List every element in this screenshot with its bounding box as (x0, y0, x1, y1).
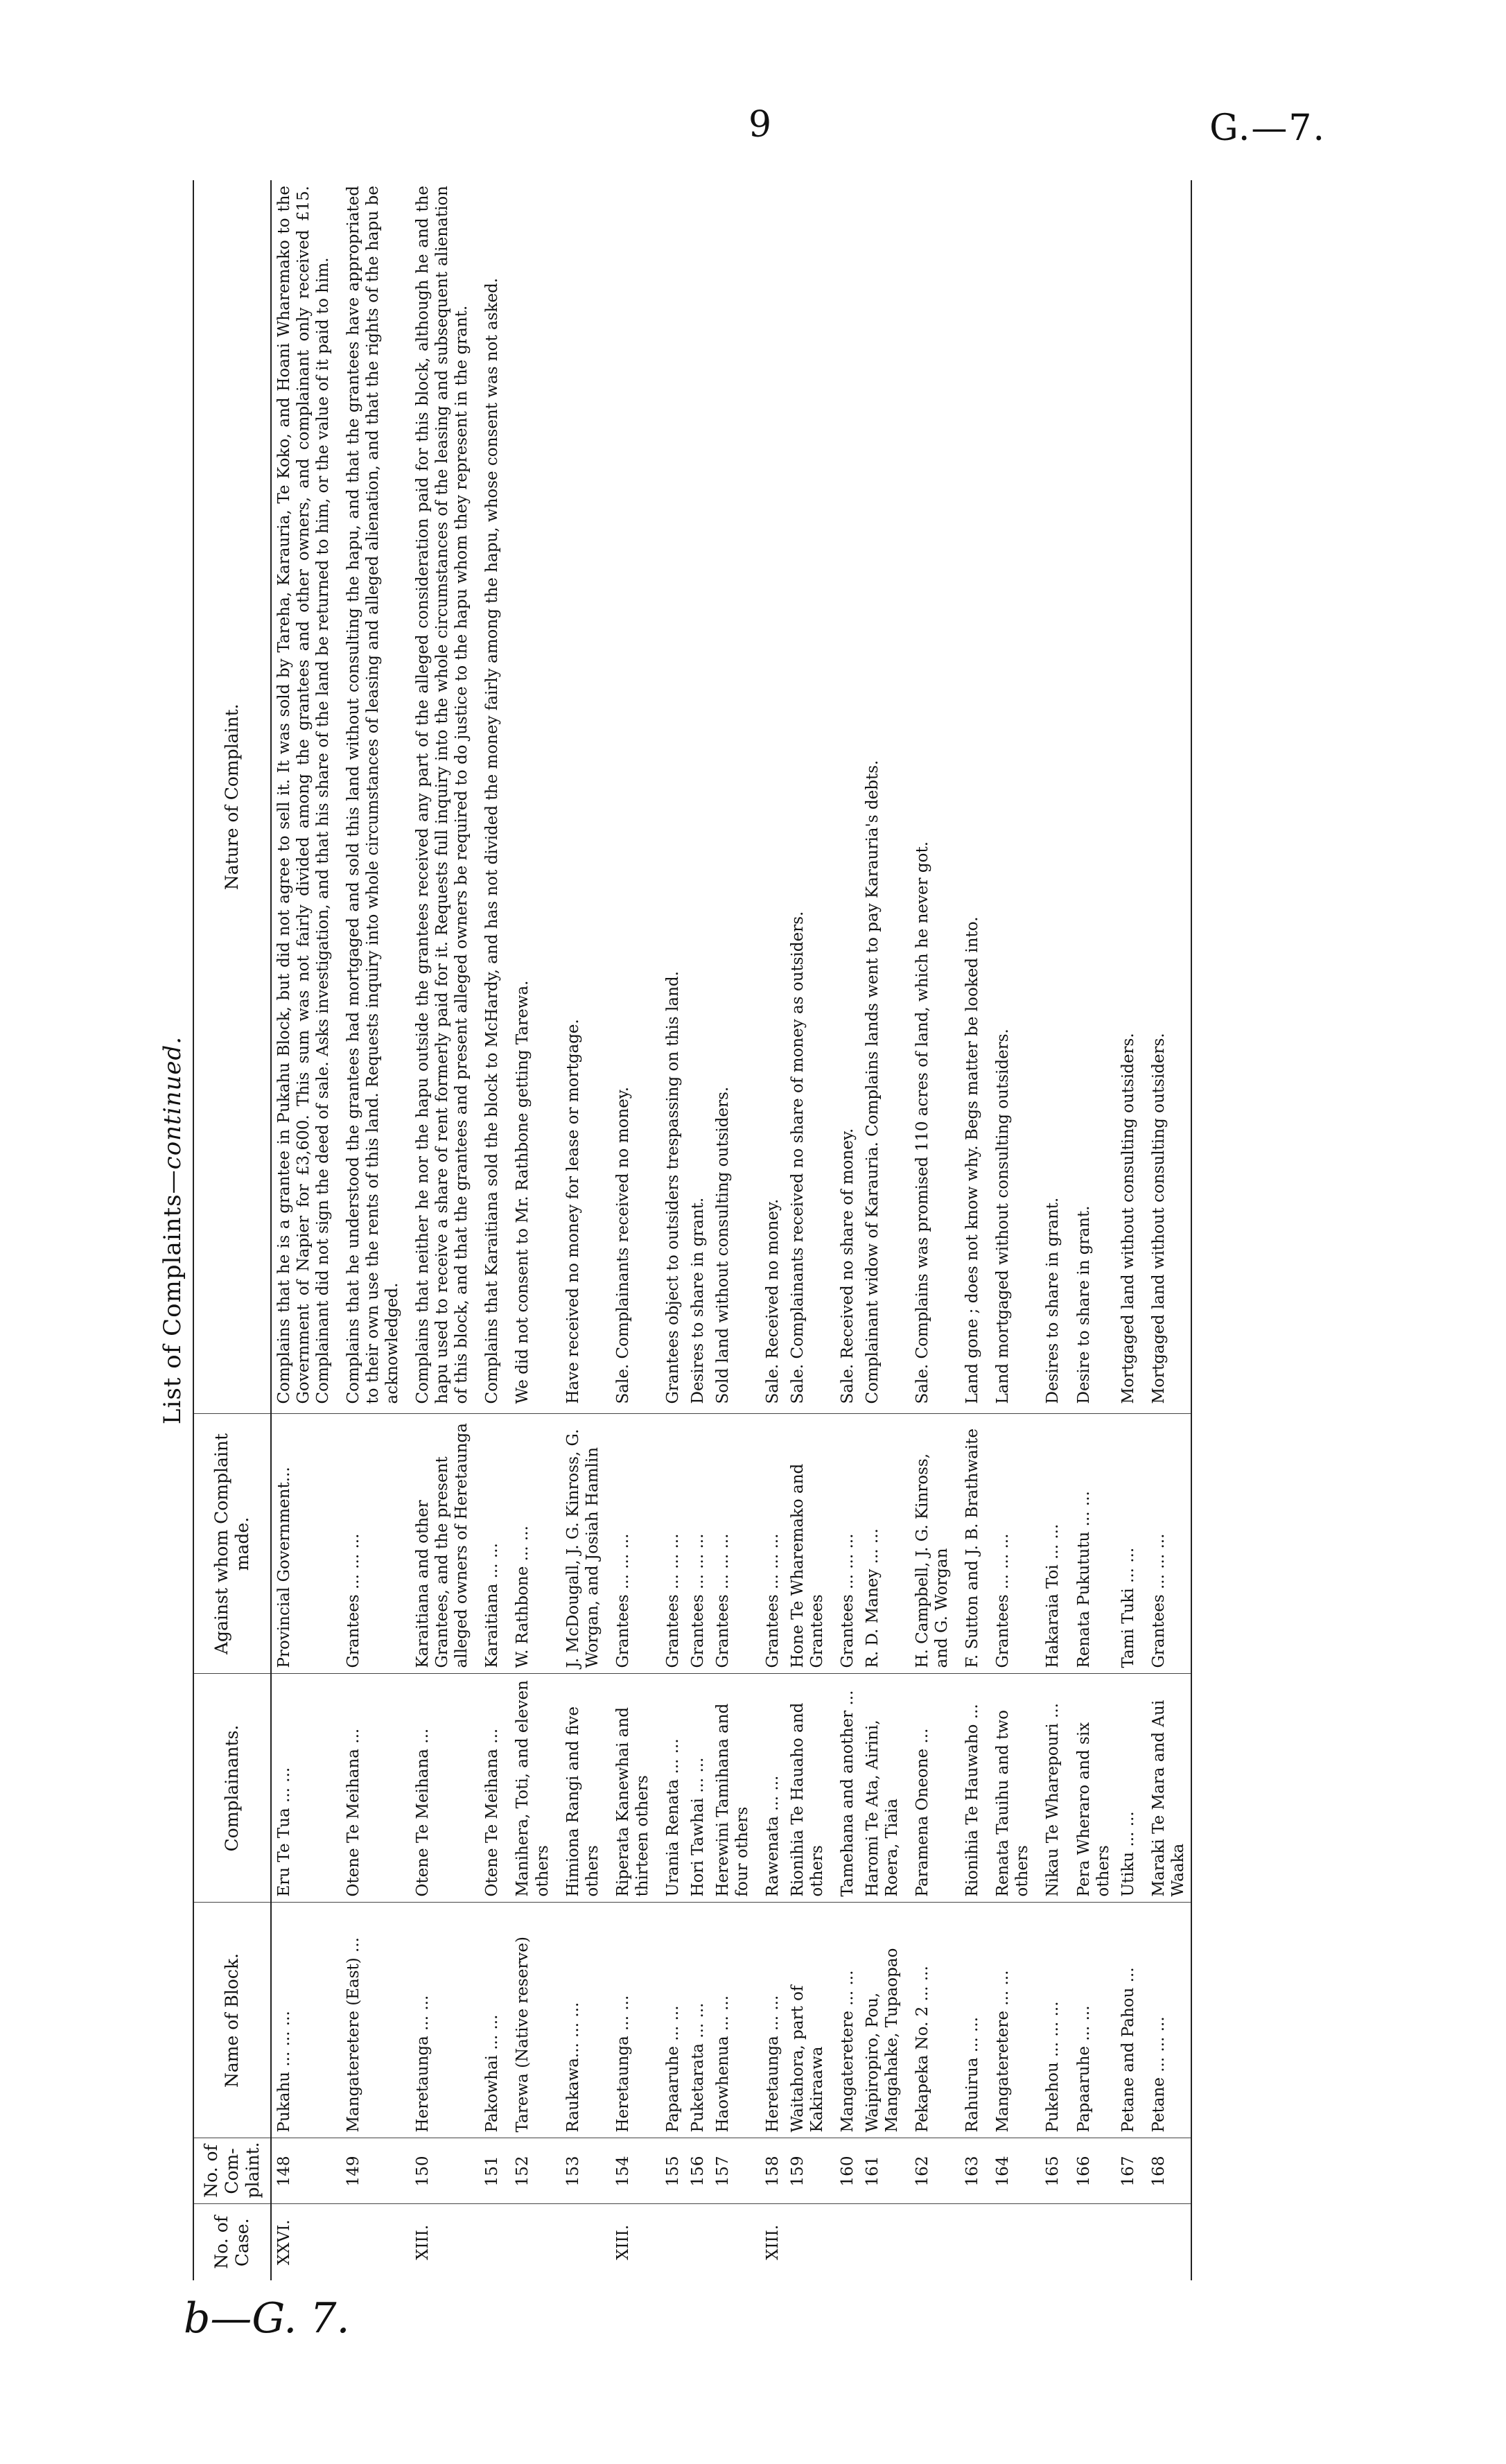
cell-against: Grantees ... ... ... (1141, 1414, 1191, 1674)
cell-against: Grantees ... ... ... (755, 1414, 785, 1674)
column-header-block: Name of Block. (193, 1903, 271, 2138)
cell-block-name: Mangateretere ... ... (985, 1903, 1035, 2138)
cell-complainants: Maraki Te Mara and Aui Waaka (1141, 1674, 1191, 1903)
table-caption (152, 180, 193, 2280)
cell-complainants: Otene Te Meihana ... (474, 1674, 505, 1903)
cell-block-name: Mangateretere (East) ... (335, 1903, 405, 2138)
cell-block-name: Pukehou ... ... ... (1035, 1903, 1065, 2138)
table-row (605, 180, 655, 2280)
table-row (830, 180, 860, 2280)
cell-case-number (655, 2204, 685, 2280)
cell-case-number (555, 2204, 605, 2280)
cell-block-name: Raukawa... ... ... (555, 1903, 605, 2138)
cell-complainants: Otene Te Meihana ... (335, 1674, 405, 1903)
cell-nature-of-complaint: Complainant widow of Karauria. Complains lands went to pay Karauria's debts. (860, 180, 904, 1414)
cell-against: Grantees ... ... ... (685, 1414, 710, 1674)
table-row (860, 180, 904, 2280)
rotated-table-block (152, 180, 1345, 2280)
cell-nature-of-complaint: Mortgaged land without consulting outsiders. (1141, 180, 1191, 1414)
cell-against: Tami Tuki ... ... (1116, 1414, 1141, 1674)
cell-complaint-number: 163 (954, 2138, 985, 2204)
cell-complainants: Rionihia Te Hauwaho ... (954, 1674, 985, 1903)
cell-nature-of-complaint: Desires to share in grant. (685, 180, 710, 1414)
cell-nature-of-complaint: Desire to share in grant. (1066, 180, 1116, 1414)
cell-nature-of-complaint: Sale. Received no money. (755, 180, 785, 1414)
table-row (1035, 180, 1065, 2280)
table-header-row (193, 180, 271, 2280)
table-row (685, 180, 710, 2280)
cell-complaint-number: 167 (1116, 2138, 1141, 2204)
table-row (785, 180, 830, 2280)
table-row (985, 180, 1035, 2280)
cell-block-name: Mangateretere ... ... (830, 1903, 860, 2138)
table-row (954, 180, 985, 2280)
cell-case-number (830, 2204, 860, 2280)
cell-against: Grantees ... ... ... (655, 1414, 685, 1674)
cell-block-name: Pukahu ... ... ... (271, 1903, 335, 2138)
cell-against: Grantees ... ... ... (830, 1414, 860, 1674)
caption-continued: continued. (159, 1036, 186, 1170)
cell-nature-of-complaint: Complains that Karaitiana sold the block to McHardy, and has not divided the money fairly among the hapu, whose consent was not asked. (474, 180, 505, 1414)
cell-against: R. D. Maney ... ... (860, 1414, 904, 1674)
cell-against: Renata Pukututu ... ... (1066, 1414, 1116, 1674)
cell-block-name: Waipiropiro, Pou, Mangahake, Tupaopao (860, 1903, 904, 2138)
cell-complaint-number: 157 (710, 2138, 755, 2204)
cell-complaint-number: 164 (985, 2138, 1035, 2204)
cell-complainants: Urania Renata ... ... (655, 1674, 685, 1903)
table-row (335, 180, 405, 2280)
cell-case-number (954, 2204, 985, 2280)
cell-nature-of-complaint: Sale. Complainants received no money. (605, 180, 655, 1414)
cell-complaint-number: 156 (685, 2138, 710, 2204)
cell-block-name: Tarewa (Native reserve) (505, 1903, 554, 2138)
cell-nature-of-complaint: Sale. Received no share of money. (830, 180, 860, 1414)
cell-case-number: XIII. (613, 2224, 632, 2260)
cell-case-number (685, 2204, 710, 2280)
cell-complaint-number: 162 (904, 2138, 954, 2204)
cell-nature-of-complaint: Complains that he understood the grantees had mortgaged and sold this land without consulting the hapu, and that the grantees have appropriated to their own use the rents of this land. Requests inquiry into whole circumstances of leasing and alleged alienation, and that the rights of the hapu be acknowledged. (335, 180, 405, 1414)
cell-block-name: Petane ... ... ... (1141, 1903, 1191, 2138)
table-row (710, 180, 755, 2280)
cell-complaint-number: 160 (830, 2138, 860, 2204)
cell-against: Provincial Government... (271, 1414, 335, 1674)
page-signature: b—G. 7. (184, 2294, 350, 2343)
cell-case-number (335, 2204, 405, 2280)
cell-complainants: Otene Te Meihana ... (405, 1674, 474, 1903)
cell-block-name: Papaaruhe ... ... (1066, 1903, 1116, 2138)
cell-block-name: Petane and Pahou ... (1116, 1903, 1141, 2138)
cell-nature-of-complaint: Sold land without consulting outsiders. (710, 180, 755, 1414)
cell-nature-of-complaint: Have received no money for lease or mortgage. (555, 180, 605, 1414)
cell-complainants: Haromi Te Ata, Airini, Roera, Tiaia (860, 1674, 904, 1903)
cell-complaint-number: 166 (1066, 2138, 1116, 2204)
cell-complainants: Nikau Te Wharepouri ... (1035, 1674, 1065, 1903)
cell-case-number (904, 2204, 954, 2280)
column-header-complainants: Complainants. (193, 1674, 271, 1903)
cell-complainants: Renata Tauihu and two others (985, 1674, 1035, 1903)
cell-complainants: Riperata Kanewhai and thirteen others (605, 1674, 655, 1903)
column-header-complaint-no: No. of Com-plaint. (193, 2138, 271, 2204)
cell-against: W. Rathbone ... ... (505, 1414, 554, 1674)
cell-case-number (710, 2204, 755, 2280)
column-header-nature: Nature of Complaint. (193, 180, 271, 1414)
cell-complaint-number: 151 (474, 2138, 505, 2204)
cell-case-number (785, 2204, 830, 2280)
cell-case-number (1141, 2204, 1191, 2280)
cell-case-number: XXVI. (275, 2219, 293, 2266)
cell-complainants: Hori Tawhai ... ... (685, 1674, 710, 1903)
cell-against: Grantees ... ... ... (605, 1414, 655, 1674)
cell-complainants: Manihera, Toti, and eleven others (505, 1674, 554, 1903)
cell-against: Karaitiana and other Grantees, and the present alleged owners of Heretaunga (405, 1414, 474, 1674)
cell-complainants: Rionihia Te Hauaho and others (785, 1674, 830, 1903)
cell-against: Karaitiana ... ... (474, 1414, 505, 1674)
table-row (755, 180, 785, 2280)
cell-complainants: Paramena Oneone ... (904, 1674, 954, 1903)
cell-complainants: Pera Wheraro and six others (1066, 1674, 1116, 1903)
cell-complaint-number: 148 (271, 2138, 335, 2204)
cell-nature-of-complaint: Complains that neither he nor the hapu outside the grantees received any part of the alleged consideration paid for this block, although he and the hapu used to receive a share of rent formerly paid for it. Requests full inquiry into the whole circumstances of the leasing and subsequent alienation of this block, and that the grantees and present alleged owners be required to do justice to the hapu whom they represent in the grant. (405, 180, 474, 1414)
cell-against: F. Sutton and J. B. Brathwaite (954, 1414, 985, 1674)
cell-complainants: Himiona Rangi and five others (555, 1674, 605, 1903)
cell-block-name: Papaaruhe ... ... (655, 1903, 685, 2138)
cell-block-name: Heretaunga ... ... (755, 1903, 785, 2138)
cell-complaint-number: 149 (335, 2138, 405, 2204)
cell-complaint-number: 153 (555, 2138, 605, 2204)
cell-complaint-number: 159 (785, 2138, 830, 2204)
cell-block-name: Haowhenua ... ... (710, 1903, 755, 2138)
cell-complaint-number: 154 (605, 2138, 655, 2204)
table-row (1116, 180, 1141, 2280)
cell-complainants: Utiku ... ... (1116, 1674, 1141, 1903)
table-row (405, 180, 474, 2280)
cell-case-number (1066, 2204, 1116, 2280)
cell-nature-of-complaint: Land gone ; does not know why. Begs matter be looked into. (954, 180, 985, 1414)
cell-complaint-number: 152 (505, 2138, 554, 2204)
cell-case-number (1116, 2204, 1141, 2280)
cell-block-name: Rahuirua ... ... (954, 1903, 985, 2138)
cell-nature-of-complaint: Grantees object to outsiders trespassing on this land. (655, 180, 685, 1414)
cell-against: Hakaraia Toi ... ... (1035, 1414, 1065, 1674)
cell-complaint-number: 150 (405, 2138, 474, 2204)
cell-block-name: Pakowhai ... ... (474, 1903, 505, 2138)
table-row (474, 180, 505, 2280)
cell-complaint-number: 168 (1141, 2138, 1191, 2204)
cell-complaint-number: 165 (1035, 2138, 1065, 2204)
document-code: G.—7. (1209, 107, 1326, 149)
table-row (904, 180, 954, 2280)
cell-block-name: Puketarata ... ... (685, 1903, 710, 2138)
cell-nature-of-complaint: Complains that he is a grantee in Pukahu Block, but did not agree to sell it. It was sold by Tareha, Karauria, Te Koko, and Hoani Wharemako to the Government of Napier for £3,600. This sum was not fairly divided among the grantees and other owners, and complainant only received £15. Complainant did not sign the deed of sale. Asks investigation, and that his share of the land be returned to him, or the value of it paid to him. (271, 180, 335, 1414)
table-row (1141, 180, 1191, 2280)
complaints-table (193, 180, 1192, 2280)
column-header-case: No. of Case. (193, 2204, 271, 2280)
cell-block-name: Pekapeka No. 2 ... ... (904, 1903, 954, 2138)
cell-against: Grantees ... ... ... (985, 1414, 1035, 1674)
cell-against: Hone Te Wharemako and Grantees (785, 1414, 830, 1674)
cell-case-number: XIII. (763, 2224, 782, 2260)
cell-against: Grantees ... ... ... (335, 1414, 405, 1674)
cell-case-number (474, 2204, 505, 2280)
table-row (1066, 180, 1116, 2280)
cell-nature-of-complaint: Sale. Complainants received no share of money as outsiders. (785, 180, 830, 1414)
page-number: 9 (748, 104, 772, 146)
cell-complainants: Rawenata ... ... (755, 1674, 785, 1903)
cell-nature-of-complaint: Land mortgaged without consulting outsiders. (985, 180, 1035, 1414)
cell-case-number (505, 2204, 554, 2280)
cell-complainants: Eru Te Tua ... ... (271, 1674, 335, 1903)
cell-against: Grantees ... ... ... (710, 1414, 755, 1674)
cell-against: H. Campbell, J. G. Kinross, and G. Worgan (904, 1414, 954, 1674)
cell-complainants: Herewini Tamihana and four others (710, 1674, 755, 1903)
table-row (271, 180, 335, 2280)
cell-nature-of-complaint: We did not consent to Mr. Rathbone getting Tarewa. (505, 180, 554, 1414)
caption-main: List of Complaints— (159, 1169, 186, 1425)
cell-block-name: Waitahora, part of Kakiraawa (785, 1903, 830, 2138)
cell-case-number: XIII. (414, 2224, 432, 2260)
cell-nature-of-complaint: Mortgaged land without consulting outsiders. (1116, 180, 1141, 1414)
cell-case-number (985, 2204, 1035, 2280)
table-row (555, 180, 605, 2280)
cell-complaint-number: 158 (755, 2138, 785, 2204)
column-header-against: Against whom Complaint made. (193, 1414, 271, 1674)
cell-case-number (1035, 2204, 1065, 2280)
cell-case-number (860, 2204, 904, 2280)
cell-complaint-number: 155 (655, 2138, 685, 2204)
table-row (655, 180, 685, 2280)
table-row (505, 180, 554, 2280)
cell-nature-of-complaint: Desires to share in grant. (1035, 180, 1065, 1414)
cell-complaint-number: 161 (860, 2138, 904, 2204)
cell-block-name: Heretaunga ... ... (605, 1903, 655, 2138)
cell-against: J. McDougall, J. G. Kinross, G. Worgan, and Josiah Hamlin (555, 1414, 605, 1674)
cell-complainants: Tamehana and another ... (830, 1674, 860, 1903)
cell-block-name: Heretaunga ... ... (405, 1903, 474, 2138)
cell-nature-of-complaint: Sale. Complains was promised 110 acres of land, which he never got. (904, 180, 954, 1414)
